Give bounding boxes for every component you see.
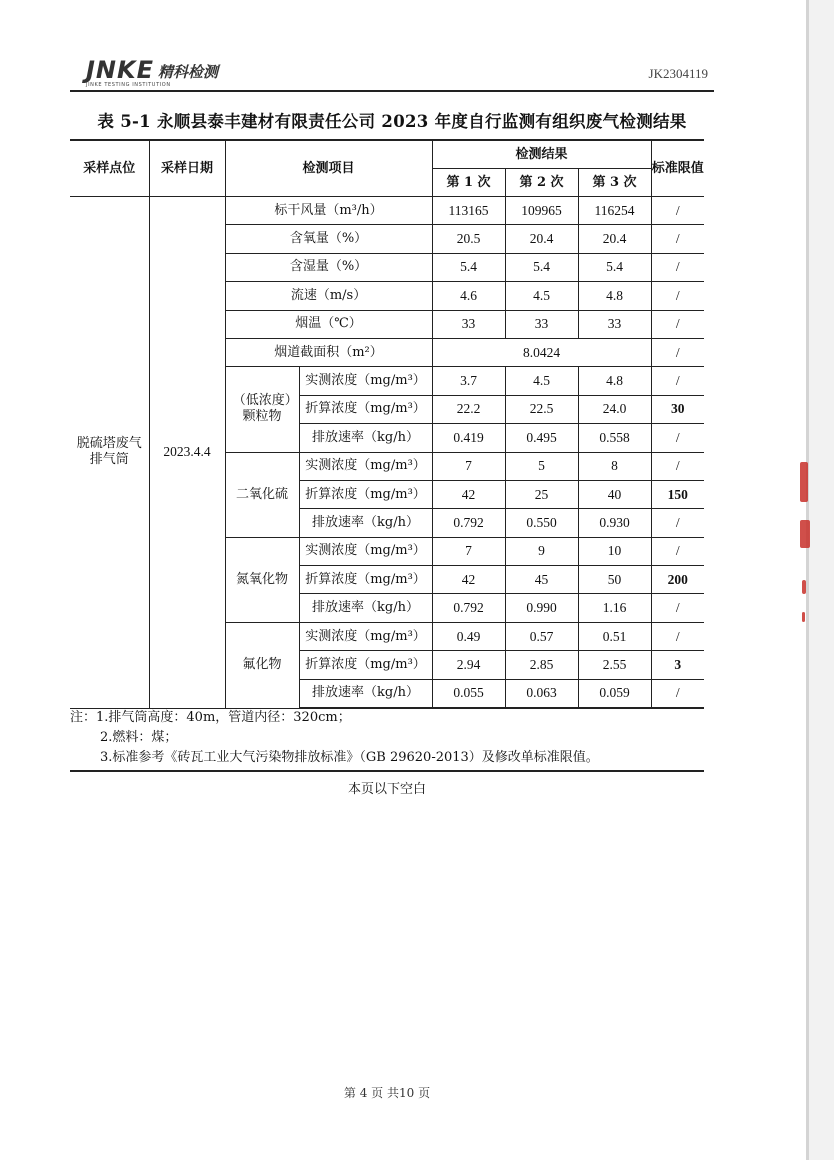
value-cell: 0.055 <box>432 679 505 708</box>
value-cell: 8 <box>578 452 651 480</box>
value-cell: 22.5 <box>505 395 578 423</box>
value-cell: 20.5 <box>432 225 505 253</box>
header-item: 检测项目 <box>225 140 432 197</box>
value-cell: 5.4 <box>432 253 505 281</box>
value-cell: 40 <box>578 480 651 508</box>
seal-fragment-mark <box>800 520 810 548</box>
limit-cell: 3 <box>651 651 704 679</box>
header-results: 检测结果 <box>432 140 651 169</box>
limit-cell: / <box>651 622 704 650</box>
value-cell: 4.6 <box>432 282 505 310</box>
value-cell: 42 <box>432 566 505 594</box>
limit-cell: / <box>651 225 704 253</box>
logo-wordmark: JNKE <box>86 56 155 84</box>
value-cell: 0.059 <box>578 679 651 708</box>
limit-cell: / <box>651 197 704 225</box>
value-cell: 7 <box>432 452 505 480</box>
page-header <box>70 56 714 92</box>
value-cell: 20.4 <box>578 225 651 253</box>
limit-cell: / <box>651 310 704 338</box>
pollutant-name-cell: 氟化物 <box>225 622 299 708</box>
value-cell: 4.5 <box>505 367 578 395</box>
value-cell: 33 <box>432 310 505 338</box>
item-cell: 流速（m/s） <box>225 282 432 310</box>
header-run-2: 第 2 次 <box>505 169 578 197</box>
value-cell: 33 <box>505 310 578 338</box>
value-cell: 0.51 <box>578 622 651 650</box>
param-cell: 实测浓度（mg/m³） <box>299 537 432 565</box>
header-run-1: 第 1 次 <box>432 169 505 197</box>
limit-cell: / <box>651 282 704 310</box>
value-cell: 116254 <box>578 197 651 225</box>
item-cell: 烟道截面积（m²） <box>225 338 432 366</box>
limit-cell: / <box>651 509 704 537</box>
logo-chinese: 精科检测 <box>158 63 219 81</box>
blank-page-note: 本页以下空白 <box>347 782 426 797</box>
item-cell: 标干风量（m³/h） <box>225 197 432 225</box>
param-cell: 排放速率（kg/h） <box>299 594 432 622</box>
param-cell: 实测浓度（mg/m³） <box>299 622 432 650</box>
limit-cell: / <box>651 338 704 366</box>
value-cell: 50 <box>578 566 651 594</box>
value-cell: 0.792 <box>432 594 505 622</box>
value-cell: 4.8 <box>578 367 651 395</box>
header-limit: 标准限值 <box>651 140 704 197</box>
value-cell: 8.0424 <box>432 338 651 366</box>
note-line: 2.燃料：煤； <box>100 730 178 745</box>
value-cell: 0.990 <box>505 594 578 622</box>
value-cell: 2.94 <box>432 651 505 679</box>
param-cell: 排放速率（kg/h） <box>299 424 432 452</box>
seal-fragment-mark <box>800 462 808 502</box>
pollutant-name-cell: （低浓度）颗粒物 <box>225 367 299 452</box>
limit-cell: / <box>651 424 704 452</box>
notes-section <box>70 708 704 772</box>
header-site: 采样点位 <box>70 140 149 197</box>
seal-fragment-mark <box>802 580 806 594</box>
value-cell: 113165 <box>432 197 505 225</box>
value-cell: 0.49 <box>432 622 505 650</box>
value-cell: 2.85 <box>505 651 578 679</box>
limit-cell: / <box>651 537 704 565</box>
limit-cell: / <box>651 452 704 480</box>
limit-cell: 150 <box>651 480 704 508</box>
limit-cell: 200 <box>651 566 704 594</box>
limit-cell: / <box>651 253 704 281</box>
value-cell: 9 <box>505 537 578 565</box>
param-cell: 排放速率（kg/h） <box>299 679 432 708</box>
pollutant-name-cell: 二氧化硫 <box>225 452 299 537</box>
value-cell: 0.930 <box>578 509 651 537</box>
pollutant-name-cell: 氮氧化物 <box>225 537 299 622</box>
page-footer: 第 4 页 共10 页 <box>343 1086 431 1100</box>
value-cell: 10 <box>578 537 651 565</box>
value-cell: 45 <box>505 566 578 594</box>
value-cell: 24.0 <box>578 395 651 423</box>
limit-cell: 30 <box>651 395 704 423</box>
note-line: 注：1.排气筒高度：40m，管道内径：320cm； <box>70 710 351 725</box>
site-cell: 脱硫塔废气排气筒 <box>70 197 149 709</box>
value-cell: 20.4 <box>505 225 578 253</box>
value-cell: 1.16 <box>578 594 651 622</box>
value-cell: 0.57 <box>505 622 578 650</box>
param-cell: 实测浓度（mg/m³） <box>299 452 432 480</box>
scan-page-edge <box>806 0 834 1160</box>
header-run-3: 第 3 次 <box>578 169 651 197</box>
seal-fragment-mark <box>802 612 805 622</box>
value-cell: 4.5 <box>505 282 578 310</box>
value-cell: 0.558 <box>578 424 651 452</box>
param-cell: 排放速率（kg/h） <box>299 509 432 537</box>
param-cell: 折算浓度（mg/m³） <box>299 480 432 508</box>
limit-cell: / <box>651 679 704 708</box>
limit-cell: / <box>651 594 704 622</box>
value-cell: 5.4 <box>578 253 651 281</box>
param-cell: 折算浓度（mg/m³） <box>299 651 432 679</box>
param-cell: 实测浓度（mg/m³） <box>299 367 432 395</box>
header-date: 采样日期 <box>149 140 225 197</box>
value-cell: 4.8 <box>578 282 651 310</box>
limit-cell: / <box>651 367 704 395</box>
header-row <box>70 140 704 169</box>
note-line: 3.标准参考《砖瓦工业大气污染物排放标准》（GB 29620-2013）及修改单标准限值。 <box>100 750 599 765</box>
item-cell: 含氧量（%） <box>225 225 432 253</box>
value-cell: 0.495 <box>505 424 578 452</box>
date-cell: 2023.4.4 <box>149 197 225 709</box>
table-title: 表 5-1 永顺县泰丰建材有限责任公司 2023 年度自行监测有组织废气检测结果 <box>97 112 687 131</box>
item-cell: 烟温（℃） <box>225 310 432 338</box>
value-cell: 5 <box>505 452 578 480</box>
param-cell: 折算浓度（mg/m³） <box>299 566 432 594</box>
document-id: JK2304119 <box>648 66 708 81</box>
value-cell: 0.063 <box>505 679 578 708</box>
value-cell: 109965 <box>505 197 578 225</box>
table-row <box>70 197 704 225</box>
value-cell: 25 <box>505 480 578 508</box>
company-logo <box>86 56 219 88</box>
item-cell: 含湿量（%） <box>225 253 432 281</box>
value-cell: 0.792 <box>432 509 505 537</box>
value-cell: 2.55 <box>578 651 651 679</box>
value-cell: 42 <box>432 480 505 508</box>
value-cell: 7 <box>432 537 505 565</box>
value-cell: 33 <box>578 310 651 338</box>
value-cell: 22.2 <box>432 395 505 423</box>
value-cell: 3.7 <box>432 367 505 395</box>
value-cell: 0.550 <box>505 509 578 537</box>
param-cell: 折算浓度（mg/m³） <box>299 395 432 423</box>
results-table <box>70 139 704 709</box>
logo-subtitle: JINKE TESTING INSTITUTION <box>86 82 171 88</box>
value-cell: 0.419 <box>432 424 505 452</box>
value-cell: 5.4 <box>505 253 578 281</box>
